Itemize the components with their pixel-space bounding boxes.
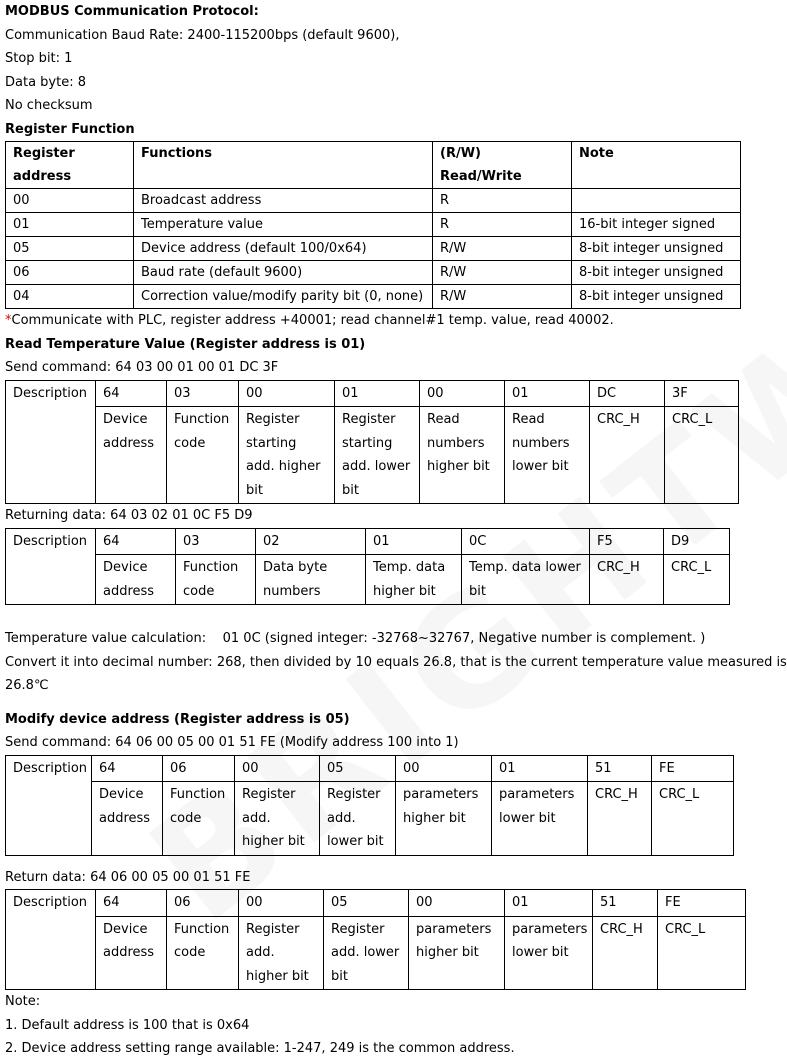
plc-note-text: Communicate with PLC, register address +40001; read channel#1 temp. value, read 40002.: [11, 313, 614, 328]
code-cell: 64: [96, 380, 167, 407]
code-cell: 03: [176, 528, 256, 555]
table-row: [6, 407, 739, 504]
cell-address: 01: [6, 213, 134, 237]
code-cell: 00: [409, 890, 505, 917]
description-cell: Description: [6, 380, 96, 504]
label-cell: Function code: [167, 407, 239, 504]
code-cell: 51: [588, 755, 652, 782]
read-temp-send-table: [5, 380, 739, 505]
cell-note: 8-bit integer unsigned: [572, 237, 741, 261]
label-cell: parameters lower bit: [505, 916, 593, 990]
label-cell: CRC_L: [665, 407, 739, 504]
code-cell: 01: [366, 528, 462, 555]
label-cell: parameters higher bit: [409, 916, 505, 990]
note-item: 2. Device address setting range available: 1-247, 249 is the common address.: [5, 1041, 515, 1056]
cell-address: 06: [6, 261, 134, 285]
label-cell: Read numbers higher bit: [420, 407, 505, 504]
cell-function: Device address (default 100/0x64): [134, 237, 433, 261]
description-cell: Description: [6, 890, 96, 990]
note-asterisk: *: [5, 313, 12, 328]
modify-send-label: Send command: 64 06 00 05 00 01 51 FE (Modify address 100 into 1): [5, 735, 459, 750]
cell-address: 05: [6, 237, 134, 261]
baud-rate-text: Communication Baud Rate: 2400-115200bps (default 9600),: [5, 27, 400, 43]
label-cell: Function code: [163, 782, 235, 856]
read-temp-return-label: Returning data: 64 03 02 01 0C F5 D9: [5, 508, 253, 523]
code-cell: FE: [658, 890, 746, 917]
checksum-text: No checksum: [5, 98, 93, 113]
cell-note: [572, 189, 741, 213]
convert-text: Convert it into decimal number: 268, then divided by 10 equals 26.8, that is the current temperature value measured is: [5, 654, 787, 670]
code-cell: 64: [96, 528, 176, 555]
label-cell: parameters lower bit: [492, 782, 588, 856]
cell-function: Temperature value: [134, 213, 433, 237]
code-cell: FE: [652, 755, 734, 782]
table-row: [6, 916, 746, 990]
cell-note: 8-bit integer unsigned: [572, 261, 741, 285]
cell-rw: R/W: [433, 237, 572, 261]
table-row: [6, 213, 741, 237]
code-cell: 01: [505, 890, 593, 917]
table-row: [6, 237, 741, 261]
temp-calc-text: Temperature value calculation: 01 0C (signed integer: -32768~32767, Negative number is complement. ): [5, 631, 706, 646]
description-cell: Description: [6, 528, 96, 605]
header-functions: Functions: [134, 142, 433, 189]
table-row: [6, 555, 730, 605]
label-cell: CRC_L: [658, 916, 746, 990]
code-cell: 00: [420, 380, 505, 407]
spacer: [5, 698, 785, 708]
notes-title: Note:: [5, 994, 41, 1009]
header-register-address: Register address: [6, 142, 134, 189]
code-cell: 3F: [665, 380, 739, 407]
code-cell: 02: [256, 528, 366, 555]
label-cell: Temp. data lower bit: [462, 555, 590, 605]
cell-function: Broadcast address: [134, 189, 433, 213]
modify-addr-title: Modify device address (Register address is 05): [5, 711, 350, 727]
header-read-write: (R/W) Read/Write: [433, 142, 572, 189]
header-note: Note: [572, 142, 741, 189]
protocol-title: MODBUS Communication Protocol:: [5, 4, 259, 19]
cell-function: Baud rate (default 9600): [134, 261, 433, 285]
table-row: [6, 189, 741, 213]
table-row: [6, 261, 741, 285]
spacer: [5, 605, 785, 627]
spacer: [5, 856, 785, 866]
table-row: [6, 380, 739, 407]
table-row: [6, 755, 734, 782]
read-temp-title: Read Temperature Value (Register address is 01): [5, 336, 366, 352]
modify-return-label: Return data: 64 06 00 05 00 01 51 FE: [5, 869, 251, 885]
cell-rw: R/W: [433, 285, 572, 309]
label-cell: CRC_H: [593, 916, 658, 990]
label-cell: CRC_H: [588, 782, 652, 856]
label-cell: parameters higher bit: [396, 782, 492, 856]
code-cell: 00: [396, 755, 492, 782]
cell-rw: R/W: [433, 261, 572, 285]
label-cell: Register starting add. higher bit: [239, 407, 335, 504]
code-cell: 06: [167, 890, 239, 917]
code-cell: 01: [335, 380, 420, 407]
label-cell: Function code: [176, 555, 256, 605]
note-item: 1. Default address is 100 that is 0x64: [5, 1017, 250, 1033]
label-cell: CRC_H: [590, 407, 665, 504]
table-row: [6, 528, 730, 555]
cell-note: 16-bit integer signed: [572, 213, 741, 237]
label-cell: Register add. higher bit: [239, 916, 324, 990]
cell-rw: R: [433, 189, 572, 213]
label-cell: Device address: [96, 555, 176, 605]
table-row: [6, 285, 741, 309]
table-row: [6, 782, 734, 856]
label-cell: Data byte numbers: [256, 555, 366, 605]
label-cell: Device address: [96, 916, 167, 990]
plc-note: [5, 309, 785, 333]
read-temp-return-table: [5, 528, 730, 606]
label-cell: CRC_L: [664, 555, 730, 605]
code-cell: 05: [324, 890, 409, 917]
register-function-table: [5, 141, 741, 309]
cell-address: 00: [6, 189, 134, 213]
code-cell: 00: [239, 380, 335, 407]
label-cell: Device address: [92, 782, 163, 856]
label-cell: Temp. data higher bit: [366, 555, 462, 605]
cell-note: 8-bit integer unsigned: [572, 285, 741, 309]
code-cell: 06: [163, 755, 235, 782]
code-cell: 03: [167, 380, 239, 407]
code-cell: DC: [590, 380, 665, 407]
code-cell: 05: [320, 755, 396, 782]
cell-address: 04: [6, 285, 134, 309]
read-temp-send-label: Send command: 64 03 00 01 00 01 DC 3F: [5, 360, 279, 375]
label-cell: Read numbers lower bit: [505, 407, 590, 504]
label-cell: Register add. lower bit: [324, 916, 409, 990]
register-function-title: Register Function: [5, 121, 135, 137]
description-cell: Description: [6, 755, 92, 855]
code-cell: 01: [492, 755, 588, 782]
table-header-row: [6, 142, 741, 189]
table-row: [6, 890, 746, 917]
label-cell: Register starting add. lower bit: [335, 407, 420, 504]
cell-function: Correction value/modify parity bit (0, none): [134, 285, 433, 309]
data-byte-text: Data byte: 8: [5, 74, 86, 90]
code-cell: 0C: [462, 528, 590, 555]
label-cell: Function code: [167, 916, 239, 990]
code-cell: 01: [505, 380, 590, 407]
label-cell: CRC_H: [590, 555, 664, 605]
label-cell: Register add. lower bit: [320, 782, 396, 856]
convert-text-result: 26.8℃: [5, 678, 49, 693]
label-cell: CRC_L: [652, 782, 734, 856]
code-cell: 51: [593, 890, 658, 917]
label-cell: Register add. higher bit: [235, 782, 320, 856]
modify-return-table: [5, 889, 746, 990]
code-cell: 64: [92, 755, 163, 782]
code-cell: F5: [590, 528, 664, 555]
code-cell: 64: [96, 890, 167, 917]
code-cell: D9: [664, 528, 730, 555]
cell-rw: R: [433, 213, 572, 237]
modify-send-table: [5, 755, 734, 856]
document-page: [5, 0, 785, 1061]
label-cell: Device address: [96, 407, 167, 504]
code-cell: 00: [235, 755, 320, 782]
stop-bit-text: Stop bit: 1: [5, 51, 73, 66]
code-cell: 00: [239, 890, 324, 917]
